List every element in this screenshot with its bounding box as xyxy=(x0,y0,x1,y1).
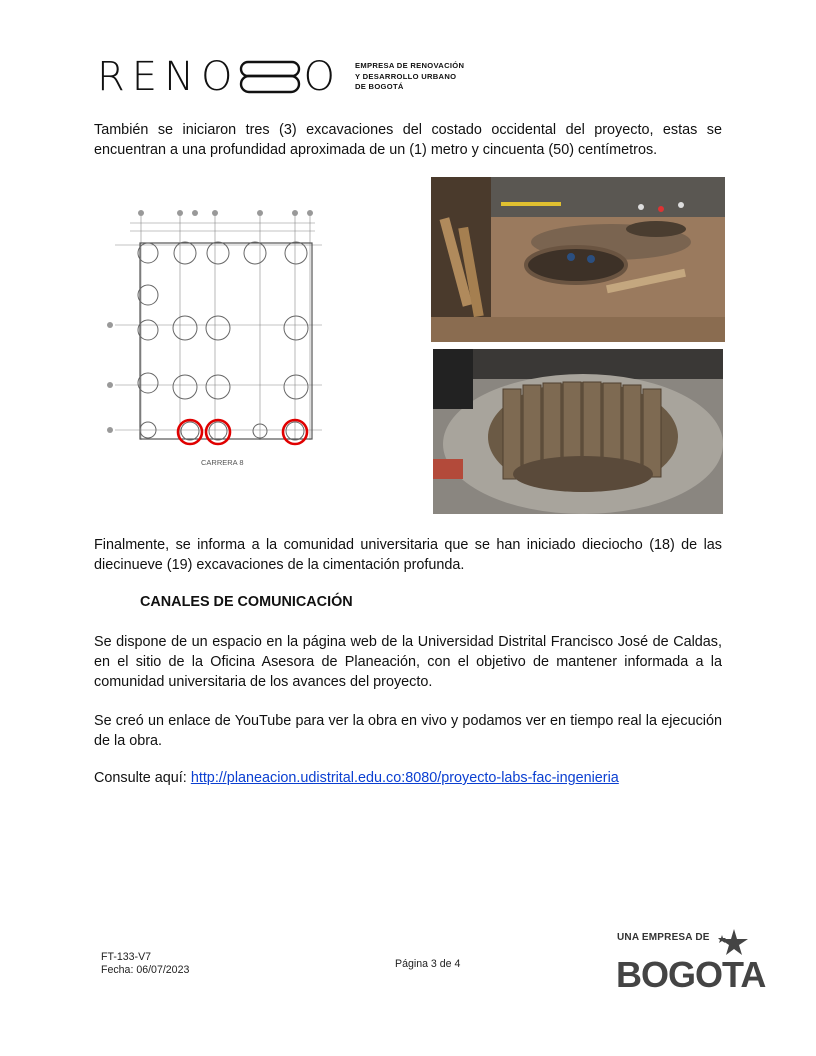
section-heading-communication: CANALES DE COMUNICACIÓN xyxy=(140,594,353,610)
paragraph-website: Se dispone de un espacio en la página web de la Universidad Distrital Francisco José de Caldas, en el sitio de la Oficina Asesora de Planeación, con el objetivo de mantener informada a la comunidad universitaria de los avances del proyecto. xyxy=(94,634,722,690)
logo-text-right: O xyxy=(303,54,342,100)
logo-tagline-line: DE BOGOTÁ xyxy=(355,82,404,91)
renobo-logo xyxy=(97,55,342,99)
paragraph-youtube: Se creó un enlace de YouTube para ver la obra en vivo y podamos ver en tiempo real la ejecución de la obra. xyxy=(94,713,722,749)
logo-tagline xyxy=(355,61,464,93)
foundation-plan-drawing xyxy=(100,205,328,475)
footer-brand-bogota: BOGOTA xyxy=(616,954,766,995)
project-link[interactable]: http://planeacion.udistrital.edu.co:8080/proyecto-labs-fac-ingenieria xyxy=(190,770,619,786)
plan-street-label: CARRERA 8 xyxy=(201,458,244,467)
logo-tagline-line: Y DESARROLLO URBANO xyxy=(355,71,457,81)
paragraph-progress: Finalmente, se informa a la comunidad universitaria que se han iniciado dieciocho (18) de las diecinueve (19) excavaciones de la cimentación profunda. xyxy=(94,537,722,573)
footer-brand-small: UNA EMPRESA DE xyxy=(617,932,710,943)
logo-text-left: RENO xyxy=(97,54,240,100)
paragraph-excavations: También se iniciaron tres (3) excavaciones del costado occidental del proyecto, estas se encuentran a una profundidad aproximada de un (1) metro y cincuenta (50) centímetros. xyxy=(94,122,722,158)
consult-line xyxy=(94,768,722,788)
logo-tagline-line: EMPRESA DE RENOVACIÓN xyxy=(355,61,465,70)
highlighted-excavations xyxy=(178,420,307,444)
footer-doc-info xyxy=(101,951,189,977)
excavation-photo-site xyxy=(431,177,725,342)
consult-label: Consulte aquí: xyxy=(94,770,191,786)
footer-doc-date: Fecha: 06/07/2023 xyxy=(101,964,190,976)
excavation-photo-well xyxy=(433,349,723,514)
logo-b-mark xyxy=(239,60,301,94)
footer-doc-code: FT-133-V7 xyxy=(101,951,152,963)
footer-page-number: Página 3 de 4 xyxy=(395,958,461,970)
